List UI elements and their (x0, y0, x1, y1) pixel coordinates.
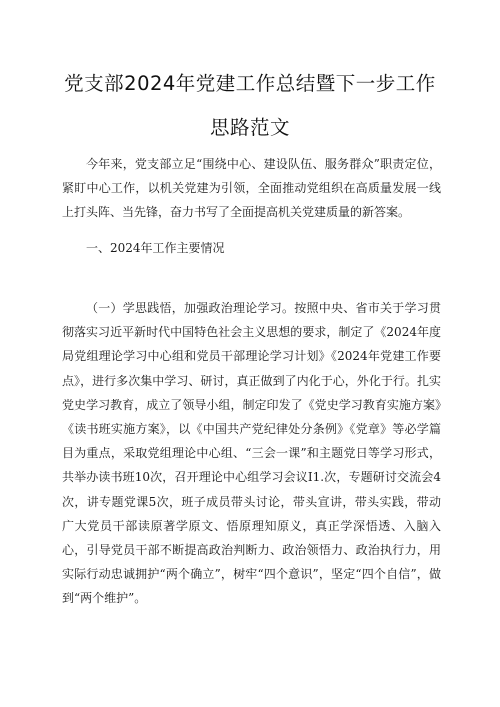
study-paragraph: （一）学思践悟，加强政治理论学习。按照中央、省市关于学习贯彻落实习近平新时代中国特色社会主义思想的要求，制定了《2024年度局党组理论学习中心组和党员干部理论学习计划》《2024年党建工作要点》，进行多次集中学习、研讨，真正做到了内化于心，外化于行。扎实党史学习教育，成立了领导小组，制定印发了《党史学习教育实施方案》《读书班实施方案》，以《中国共产党纪律处分条例》《党章》等必学篇目为重点，采取党组理论中心组、“三会一课”和主题党日等学习形式，共举办读书班10次，召开理论中心组学习会议I1.次，专题研讨交流会4次，讲专题党课5次，班子成员带头讨论，带头宣讲，带头实践，带动广大党员干部读原著学原文、悟原理知原义，真正学深悟透、入脑入心，引导党员干部不断提高政治判断力、政治领悟力、政治执行力，用实际行动忠诚拥护“两个确立”，树牢“四个意识”，坚定“四个自信”，做到“两个维护”。 (62, 301, 441, 606)
section-heading: 一、2024年工作主要情况 (86, 241, 225, 255)
document-title-line1: 党支部2024年党建工作总结暨下一步工作 (64, 72, 436, 95)
document-title-line2: 思路范文 (209, 116, 290, 139)
intro-paragraph: 今年来，党支部立足“围绕中心、建设队伍、服务群众”职责定位，紧盯中心工作，以机关党建为引领，全面推动党组织在高质量发展一线上打头阵、当先锋，奋力书写了全面提高机关党建质量的新答案。 (62, 157, 441, 220)
